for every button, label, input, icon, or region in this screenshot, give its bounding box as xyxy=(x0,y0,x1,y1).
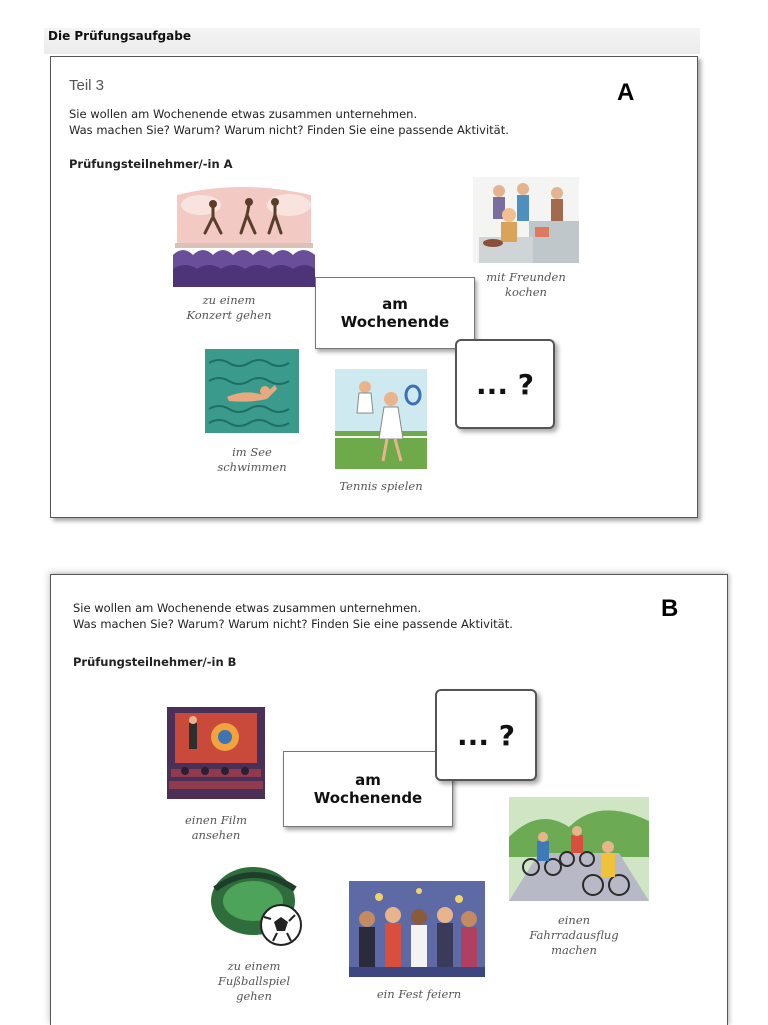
task-card-a xyxy=(50,56,698,518)
concert-illustration xyxy=(171,185,317,287)
caption-football: zu einem Fußballspiel gehen xyxy=(217,959,291,1003)
card-letter-b: B xyxy=(661,595,679,622)
party-illustration xyxy=(349,881,485,977)
center-topic-box: am Wochenende xyxy=(283,751,453,827)
center-topic-box: am Wochenende xyxy=(315,277,475,349)
task-card-b xyxy=(50,574,728,1025)
cooking-illustration xyxy=(473,177,579,263)
football-illustration xyxy=(209,861,307,951)
caption-film: einen Film ansehen xyxy=(185,813,247,842)
intro-line-1: Sie wollen am Wochenende etwas zusammen unternehmen. xyxy=(73,601,422,615)
participant-label: Prüfungsteilnehmer/-in A xyxy=(69,157,233,171)
intro-line-2: Was machen Sie? Warum? Warum nicht? Finden Sie eine passende Aktivität. xyxy=(73,617,513,631)
caption-bike: einen Fahrradausflug machen xyxy=(529,913,619,957)
caption-tennis: Tennis spielen xyxy=(339,479,423,493)
caption-concert: zu einem Konzert gehen xyxy=(186,293,272,322)
caption-party: ein Fest feiern xyxy=(376,987,462,1001)
bike-illustration xyxy=(509,797,649,901)
part-label: Teil 3 xyxy=(69,77,105,94)
card-letter-a: A xyxy=(617,79,635,106)
intro-line-1: Sie wollen am Wochenende etwas zusammen unternehmen. xyxy=(69,107,418,121)
other-idea-box: ... ? xyxy=(435,689,537,781)
other-idea-box: ... ? xyxy=(455,339,555,429)
tennis-illustration xyxy=(335,369,427,469)
page-title: Die Prüfungsaufgabe xyxy=(48,29,191,43)
swimming-illustration xyxy=(205,349,299,433)
caption-cook: mit Freunden kochen xyxy=(486,270,566,299)
participant-label: Prüfungsteilnehmer/-in B xyxy=(73,655,237,669)
intro-line-2: Was machen Sie? Warum? Warum nicht? Finden Sie eine passende Aktivität. xyxy=(69,123,509,137)
caption-swim: im See schwimmen xyxy=(217,445,287,474)
film-illustration xyxy=(167,707,265,799)
